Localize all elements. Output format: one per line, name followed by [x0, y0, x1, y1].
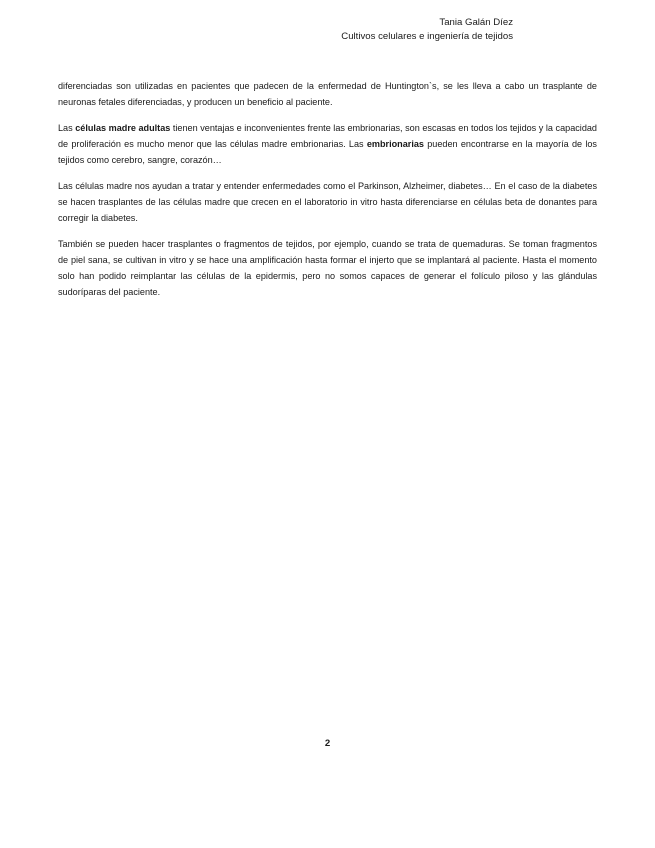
paragraph-text: pueden encontrarse en la mayoría de los tejidos como cerebro, sangre, corazón… [58, 139, 597, 165]
paragraph-adult-stem-cells [58, 120, 597, 168]
paragraph-tissue-transplants: También se pueden hacer trasplantes o fragmentos de tejidos, por ejemplo, cuando se trata de quemaduras. Se toman fragmentos de piel sana, se cultivan in vitro y se hace una amplificación hasta formar el injerto que se implantará al paciente. Hasta el momento solo han podido reimplantar las células de la epidermis, pero no somos capaces de generar el folículo piloso y las glándulas sudoríparas del paciente. [58, 239, 597, 297]
paragraph-text: Las [58, 123, 76, 133]
body-text [58, 78, 597, 310]
page-header [341, 16, 513, 44]
page-number: 2 [324, 738, 331, 749]
paragraph-text: tienen ventajas e inconvenientes frente las embrionarias, son escasas en todos los tejidos y la capacidad de proliferación es mucho menor que las células madre embrionarias. Las [58, 123, 597, 149]
bold-term-adult-stem-cells: células madre adultas [75, 123, 171, 133]
paragraph-diseases: Las células madre nos ayudan a tratar y entender enfermedades como el Parkinson, Alzheimer, diabetes… En el caso de la diabetes se hacen trasplantes de las células madre que crecen en el laboratorio in vitro hasta diferenciarse en células beta de donantes para corregir la diabetes. [58, 181, 597, 223]
header-author: Tania Galán Díez [439, 17, 513, 28]
paragraph-huntington: diferenciadas son utilizadas en pacientes que padecen de la enfermedad de Huntington`s, se les lleva a cabo un trasplante de neuronas fetales diferenciadas, y producen un beneficio al paciente. [58, 81, 597, 107]
header-subject: Cultivos celulares e ingeniería de tejidos [341, 31, 513, 42]
bold-term-embryonic: embrionarias [366, 139, 424, 149]
